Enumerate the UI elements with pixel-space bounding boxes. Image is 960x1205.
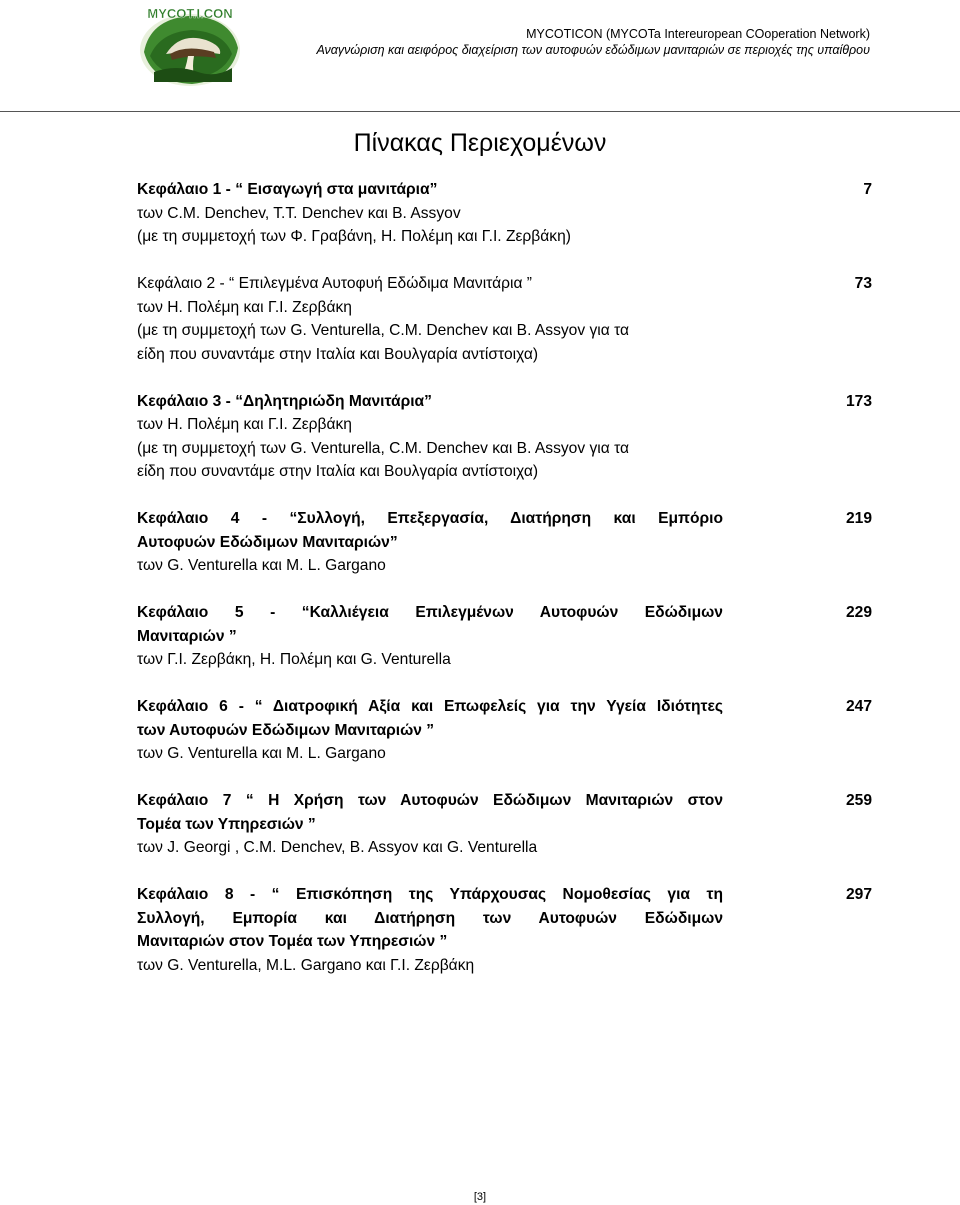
chapter-authors: των G. Venturella, M.L. Gargano και Γ.Ι. Ζερβάκη — [137, 956, 475, 974]
chapter-page-number: 229 — [845, 604, 872, 621]
toc-entry-chapter-2[interactable] — [137, 272, 872, 366]
chapter-page-number: 297 — [845, 886, 872, 903]
page-number: [3] — [473, 1191, 487, 1203]
chapter-title: Κεφάλαιο 4 - “Συλλογή, Επεξεργασία, Διατήρηση και Εμπόριο — [137, 510, 723, 527]
chapter-title: Κεφάλαιο 5 - “Καλλιέγεια Επιλεγμένων Αυτοφυών Εδώδιμων — [137, 604, 723, 621]
chapter-note: (με τη συμμετοχή των G. Venturella, C.M. Denchev και B. Assyov για τα — [137, 322, 630, 339]
chapter-page-number: 7 — [863, 181, 872, 198]
chapter-note-continued: είδη που συναντάμε στην Ιταλία και Βουλγαρία αντίστοιχα) — [137, 345, 539, 363]
chapter-note: (με τη συμμετοχή των Φ. Γραβάνη, Η. Πολέμη και Γ.Ι. Ζερβάκη) — [137, 228, 571, 245]
toc-entry-chapter-6[interactable] — [137, 695, 872, 766]
toc-entry-chapter-3[interactable] — [137, 390, 872, 484]
project-header-text — [316, 26, 870, 58]
project-title: MYCOTICON (MYCOTa Intereuropean COoperation Network) — [526, 27, 870, 41]
chapter-title: Κεφάλαιο 6 - “ Διατροφική Αξία και Επωφελείς για την Υγεία Ιδιότητες — [137, 698, 723, 715]
chapter-note-continued: είδη που συναντάμε στην Ιταλία και Βουλγαρία αντίστοιχα) — [137, 463, 539, 480]
chapter-title-continued: Μανιταριών ” — [137, 627, 237, 645]
chapter-title-continued: Συλλογή, Εμπορία και Διατήρηση των Αυτοφυών Εδώδιμων — [137, 909, 723, 927]
toc-entry-chapter-8[interactable] — [137, 883, 872, 977]
toc-entry-chapter-4[interactable] — [137, 507, 872, 578]
chapter-note: (με τη συμμετοχή των G. Venturella, C.M. Denchev και B. Assyov για τα — [137, 439, 630, 457]
chapter-title-continued: Αυτοφυών Εδώδιμων Μανιταριών” — [137, 533, 398, 551]
toc-title: Πίνακας Περιεχομένων — [353, 129, 607, 157]
chapter-page-number: 173 — [845, 392, 872, 410]
chapter-authors: των G. Venturella και M. L. Gargano — [137, 745, 386, 762]
chapter-title-continued: των Αυτοφυών Εδώδιμων Μανιταριών ” — [137, 721, 435, 739]
svg-text:MYCOT.I.CON: MYCOT.I.CON — [147, 6, 233, 21]
mycoticon-logo — [136, 2, 246, 88]
table-of-contents — [137, 178, 872, 1001]
chapter-authors: των Η. Πολέμη και Γ.Ι. Ζερβάκη — [137, 298, 352, 316]
chapter-title: Κεφάλαιο 7 “ Η Χρήση των Αυτοφυών Εδώδιμων Μανιταριών στον — [137, 792, 723, 809]
chapter-authors: των C.M. Denchev, T.T. Denchev και B. Assyov — [137, 204, 461, 222]
toc-entry-chapter-5[interactable] — [137, 601, 872, 672]
chapter-title: Κεφάλαιο 1 - “ Εισαγωγή στα μανιτάρια” — [137, 181, 438, 198]
chapter-authors: των Η. Πολέμη και Γ.Ι. Ζερβάκη — [137, 416, 352, 433]
chapter-page-number: 247 — [845, 698, 872, 715]
project-subtitle: Αναγνώριση και αειφόρος διαχείριση των αυτοφυών εδώδιμων μανιταριών σε περιοχές της υπαίθρου — [316, 43, 870, 57]
toc-entry-chapter-7[interactable] — [137, 789, 872, 860]
chapter-title: Κεφάλαιο 8 - “ Επισκόπηση της Υπάρχουσας Νομοθεσίας για τη — [137, 886, 723, 903]
chapter-page-number: 219 — [845, 510, 872, 527]
chapter-title-continued-2: Μανιταριών στον Τομέα των Υπηρεσιών ” — [137, 933, 448, 950]
chapter-page-number: 259 — [845, 792, 872, 809]
header-divider — [0, 111, 960, 112]
toc-entry-chapter-1[interactable] — [137, 178, 872, 249]
chapter-title: Κεφάλαιο 3 - “Δηλητηριώδη Μανιτάρια” — [137, 392, 432, 410]
chapter-title: Κεφάλαιο 2 - “ Επιλεγμένα Αυτοφυή Εδώδιμα Μανιτάρια ” — [137, 275, 532, 292]
page-header — [0, 0, 960, 112]
chapter-authors: των J. Georgi , C.M. Denchev, B. Assyov και G. Venturella — [137, 839, 538, 856]
chapter-page-number: 73 — [854, 275, 872, 292]
chapter-authors: των Γ.Ι. Ζερβάκη, Η. Πολέμη και G. Venturella — [137, 651, 451, 668]
chapter-authors: των G. Venturella και M. L. Gargano — [137, 557, 386, 574]
chapter-title-continued: Τομέα των Υπηρεσιών ” — [137, 815, 316, 833]
